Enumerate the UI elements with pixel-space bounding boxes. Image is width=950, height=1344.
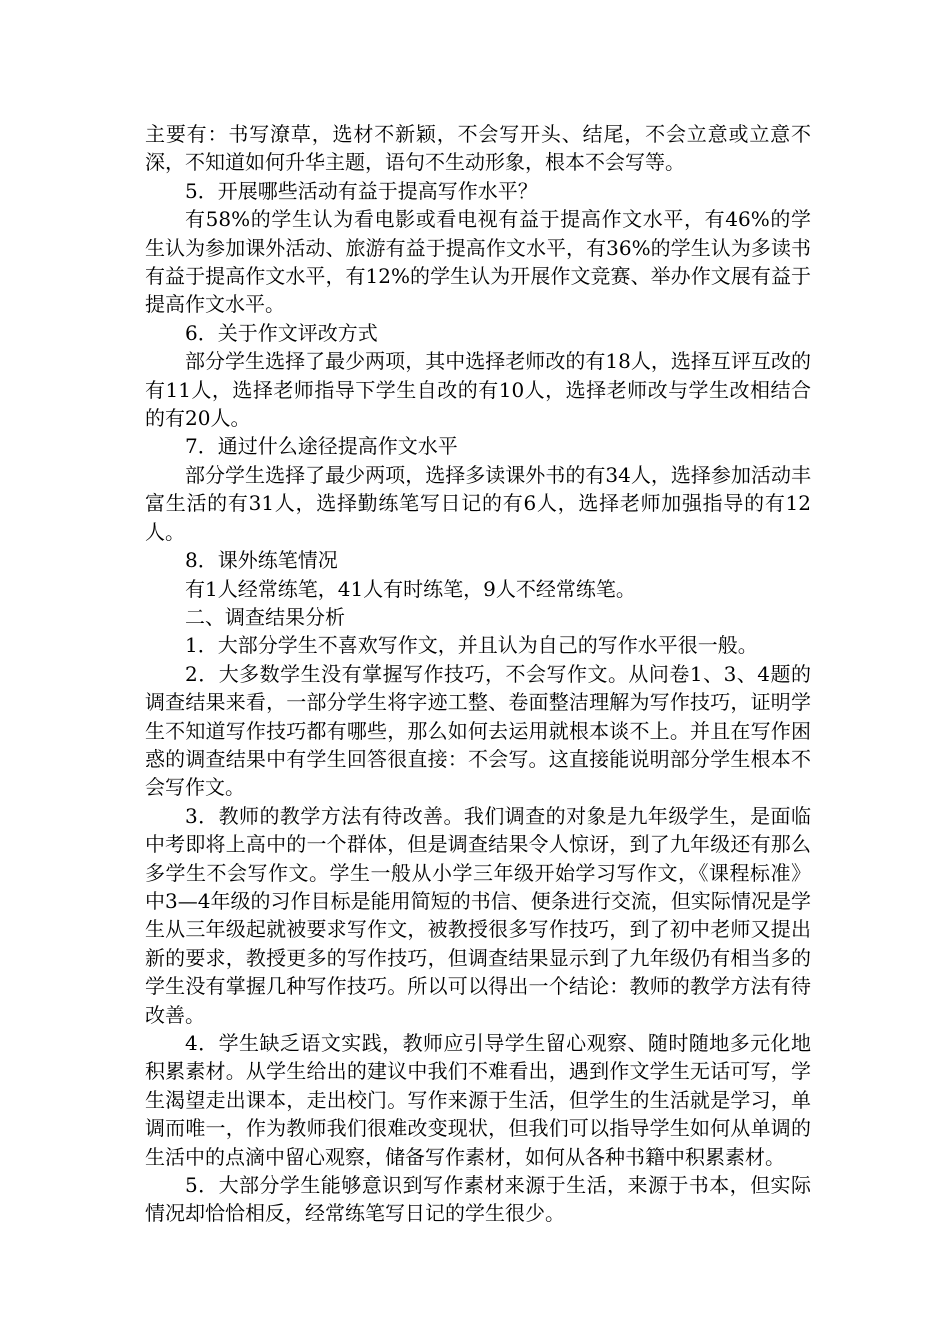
document-body xyxy=(145,120,811,1228)
analysis-point-1: 1．大部分学生不喜欢写作文，并且认为自己的写作水平很一般。 xyxy=(185,633,758,658)
paragraph-q6-results: 部分学生选择了最少两项，其中选择老师改的有18人，选择互评互改的有11人，选择老师指导下学生自改的有10人，选择老师改与学生改相结合的有20人。 xyxy=(145,349,811,431)
paragraph-q7-results: 部分学生选择了最少两项，选择多读课外书的有34人，选择参加活动丰富生活的有31人，选择勤练笔写日记的有6人，选择老师加强指导的有12人。 xyxy=(145,462,811,544)
paragraph-writing-problems: 主要有：书写潦草，选材不新颖，不会写开头、结尾，不会立意或立意不深，不知道如何升华主题，语句不生动形象，根本不会写等。 xyxy=(145,122,811,175)
analysis-point-5: 5．大部分学生能够意识到写作素材来源于生活，来源于书本，但实际情况却恰恰相反，经常练笔写日记的学生很少。 xyxy=(145,1173,811,1226)
heading-q7-methods: 7．通过什么途径提高作文水平 xyxy=(185,434,458,459)
analysis-point-4: 4．学生缺乏语文实践，教师应引导学生留心观察、随时随地多元化地积累素材。从学生给出的建议中我们不难看出，遇到作文学生无话可写，学生渴望走出课本，走出校门。写作来源于生活，但学生的生活就是学习，单调而唯一，作为教师我们很难改变现状，但我们可以指导学生如何从单调的生活中的点滴中留心观察，储备写作素材，如何从各种书籍中积累素材。 xyxy=(145,1031,811,1169)
heading-q8-practice: 8．课外练笔情况 xyxy=(185,548,338,573)
analysis-point-3: 3．教师的教学方法有待改善。我们调查的对象是九年级学生，是面临中考即将上高中的一个群体，但是调查结果令人惊讶，到了九年级还有那么多学生不会写作文。学生一般从小学三年级开始学习写作文，《课程标准》中3—4年级的习作目标是能用简短的书信、便条进行交流，但实际情况是学生从三年级起就被要求写作文，被教授很多写作技巧，到了初中老师又提出新的要求，教授更多的写作技巧，但调查结果显示到了九年级仍有相当多的学生没有掌握几种写作技巧。所以可以得出一个结论：教师的教学方法有待改善。 xyxy=(145,803,811,1027)
heading-q5-activities: 5．开展哪些活动有益于提高写作水平？ xyxy=(185,178,538,203)
section-heading-analysis: 二、调查结果分析 xyxy=(185,604,345,629)
analysis-point-2: 2．大多数学生没有掌握写作技巧，不会写作文。从问卷1、3、4题的调查结果来看，一部分学生将字迹工整、卷面整洁理解为写作技巧，证明学生不知道写作技巧都有哪些，那么如何去运用就根本谈不上。并且在写作困惑的调查结果中有学生回答很直接：不会写。这直接能说明部分学生根本不会写作文。 xyxy=(145,661,811,800)
heading-q6-grading: 6．关于作文评改方式 xyxy=(185,320,378,345)
paragraph-q5-results: 有58%的学生认为看电影或看电视有益于提高作文水平，有46%的学生认为参加课外活动、旅游有益于提高作文水平，有36%的学生认为多读书有益于提高作文水平，有12%的学生认为开展作文竞赛、举办作文展有益于提高作文水平。 xyxy=(145,207,811,317)
paragraph-q8-results: 有1人经常练笔，41人有时练笔，9人不经常练笔。 xyxy=(185,576,636,601)
